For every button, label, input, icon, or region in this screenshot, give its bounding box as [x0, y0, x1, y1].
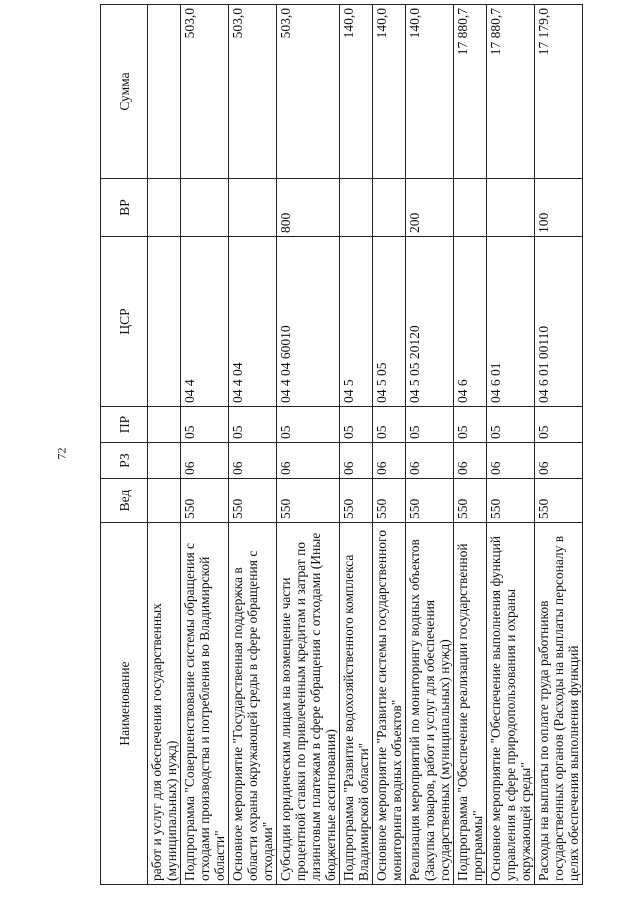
row-pr: 05 — [181, 407, 229, 443]
rotated-table-wrapper — [100, 5, 581, 885]
row-name: Подпрограмма "Развитие водохозяйственного комплекса Владимирской области" — [340, 523, 373, 885]
row-ved: 550 — [373, 479, 406, 523]
row-name: Субсидии юридическим лицам на возмещение части процентной ставки по привлеченным кредитам и затрат по лизинговым платежам в сфере обращения с отходами (Иные бюджетные ассигнования) — [277, 523, 340, 885]
table-row — [148, 5, 181, 885]
row-pr — [148, 407, 181, 443]
row-name: Основное мероприятие "Обеспечение выполнения функций управления в сфере природопользования и охраны окружающей среды" — [487, 523, 535, 885]
budget-table — [100, 4, 583, 885]
row-ved: 550 — [181, 479, 229, 523]
table-row — [454, 5, 487, 885]
row-vr — [340, 179, 373, 237]
row-pr: 05 — [406, 407, 454, 443]
row-name: Реализация мероприятий по мониторингу водных объектов (Закупка товаров, работ и услуг для обеспечения государственных (муниципальных) нужд) — [406, 523, 454, 885]
row-csr: 04 5 — [340, 237, 373, 407]
row-csr: 04 6 01 — [487, 237, 535, 407]
row-rz: 06 — [535, 443, 583, 479]
page-number: 72 — [54, 447, 69, 460]
row-csr: 04 4 04 — [229, 237, 277, 407]
row-sum: 503,0 — [277, 5, 340, 179]
row-ved: 550 — [454, 479, 487, 523]
row-name: Основное мероприятие "Развитие системы государственного мониторинга водных объектов" — [373, 523, 406, 885]
table-row — [229, 5, 277, 885]
table-header-row — [101, 5, 148, 885]
row-rz: 06 — [229, 443, 277, 479]
row-vr — [373, 179, 406, 237]
row-sum: 17 179,0 — [535, 5, 583, 179]
row-ved: 550 — [277, 479, 340, 523]
row-pr: 05 — [454, 407, 487, 443]
table-row — [277, 5, 340, 885]
row-vr — [229, 179, 277, 237]
row-rz: 06 — [277, 443, 340, 479]
row-csr: 04 5 05 20120 — [406, 237, 454, 407]
row-pr: 05 — [229, 407, 277, 443]
table-row — [406, 5, 454, 885]
row-ved: 550 — [406, 479, 454, 523]
row-csr: 04 5 05 — [373, 237, 406, 407]
header-ved: Вед — [101, 479, 148, 523]
row-csr: 04 6 — [454, 237, 487, 407]
row-sum: 140,0 — [373, 5, 406, 179]
row-csr: 04 4 04 60010 — [277, 237, 340, 407]
row-pr: 05 — [340, 407, 373, 443]
row-csr — [148, 237, 181, 407]
row-rz: 06 — [181, 443, 229, 479]
row-sum: 503,0 — [229, 5, 277, 179]
row-name: работ и услуг для обеспечения государственных (муниципальных) нужд) — [148, 523, 181, 885]
header-name: Наименование — [101, 523, 148, 885]
row-vr: 800 — [277, 179, 340, 237]
row-rz: 06 — [487, 443, 535, 479]
row-rz — [148, 443, 181, 479]
row-sum: 17 880,7 — [487, 5, 535, 179]
row-pr: 05 — [373, 407, 406, 443]
row-name: Расходы на выплаты по оплате труда работников государственных органов (Расходы на выплаты персоналу в целях обеспечения выполнения функций — [535, 523, 583, 885]
row-ved: 550 — [340, 479, 373, 523]
header-sum: Сумма — [101, 5, 148, 179]
row-csr: 04 6 01 00110 — [535, 237, 583, 407]
row-vr — [181, 179, 229, 237]
row-vr — [487, 179, 535, 237]
table-row — [373, 5, 406, 885]
row-ved: 550 — [229, 479, 277, 523]
row-sum: 17 880,7 — [454, 5, 487, 179]
header-pr: ПР — [101, 407, 148, 443]
row-pr: 05 — [487, 407, 535, 443]
row-rz: 06 — [406, 443, 454, 479]
row-sum — [148, 5, 181, 179]
header-rz: РЗ — [101, 443, 148, 479]
row-name: Подпрограмма "Обеспечение реализации государственной программы" — [454, 523, 487, 885]
row-ved: 550 — [535, 479, 583, 523]
row-sum: 140,0 — [406, 5, 454, 179]
row-vr — [148, 179, 181, 237]
row-ved — [148, 479, 181, 523]
row-pr: 05 — [535, 407, 583, 443]
table-row — [487, 5, 535, 885]
row-csr: 04 4 — [181, 237, 229, 407]
row-vr: 200 — [406, 179, 454, 237]
row-vr: 100 — [535, 179, 583, 237]
row-ved: 550 — [487, 479, 535, 523]
row-rz: 06 — [340, 443, 373, 479]
header-csr: ЦСР — [101, 237, 148, 407]
row-rz: 06 — [454, 443, 487, 479]
row-name: Основное мероприятие "Государственная поддержка в области охраны окружающей среды в сфере обращения с отходами" — [229, 523, 277, 885]
row-vr — [454, 179, 487, 237]
table-row — [340, 5, 373, 885]
row-sum: 503,0 — [181, 5, 229, 179]
table-row — [535, 5, 583, 885]
table-row — [181, 5, 229, 885]
row-rz: 06 — [373, 443, 406, 479]
row-sum: 140,0 — [340, 5, 373, 179]
row-name: Подпрограмма "Совершенствование системы обращения с отходами производства и потребления во Владимирской области" — [181, 523, 229, 885]
row-pr: 05 — [277, 407, 340, 443]
header-vr: ВР — [101, 179, 148, 237]
